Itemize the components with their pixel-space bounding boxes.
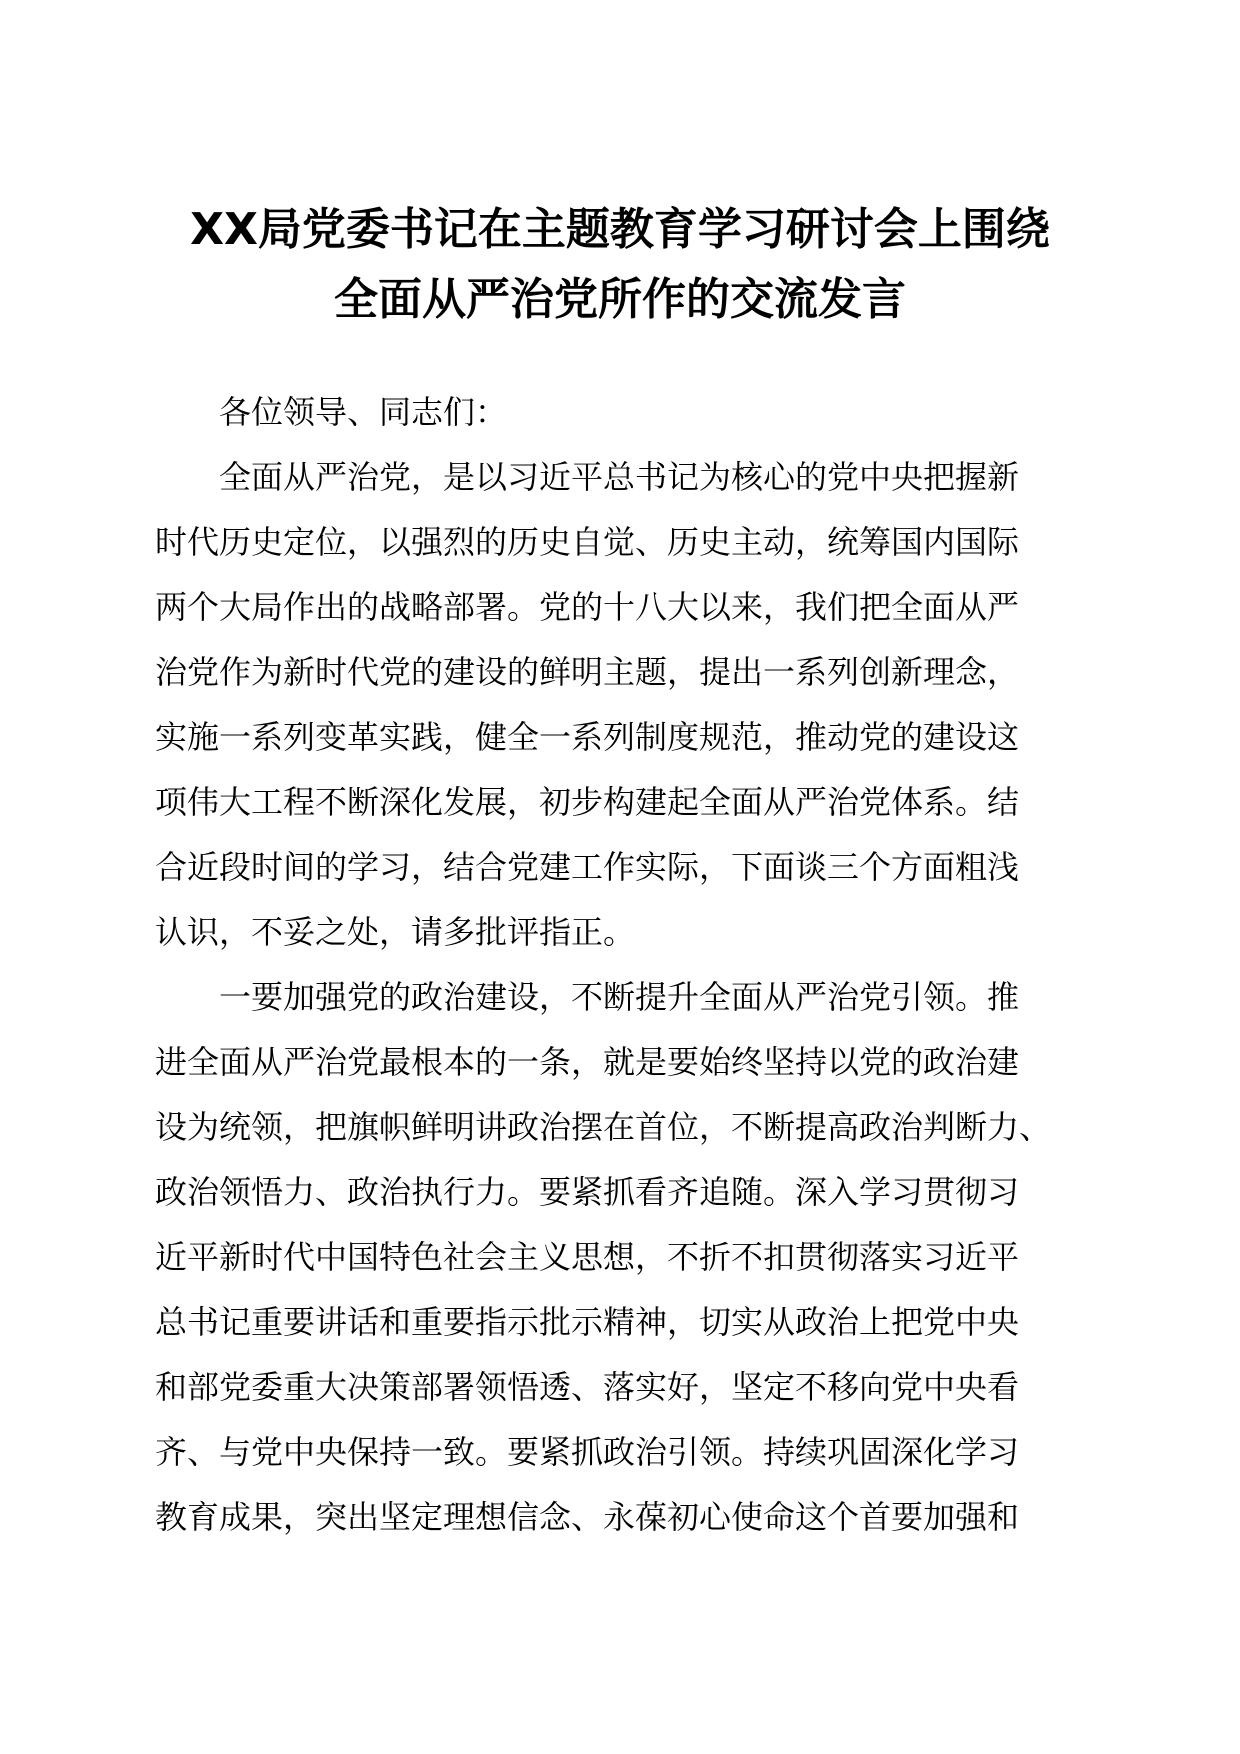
paragraph-1-line: 实施一系列变革实践，健全一系列制度规范，推动党的建设这 — [155, 718, 1020, 756]
title-line-2: 全面从严治党所作的交流发言 — [334, 274, 906, 325]
paragraph-1-line: 治党作为新时代党的建设的鲜明主题，提出一系列创新理念， — [155, 653, 1020, 691]
paragraph-2-line: 教育成果，突出坚定理想信念、永葆初心使命这个首要加强和 — [155, 1498, 1020, 1536]
paragraph-1-line: 合近段时间的学习，结合党建工作实际，下面谈三个方面粗浅 — [155, 848, 1020, 886]
salutation-line: 各位领导、同志们： — [219, 393, 508, 431]
document-title — [120, 195, 1120, 335]
paragraph-2-line: 一要加强党的政治建设，不断提升全面从严治党引领。推 — [219, 978, 1020, 1016]
paragraph-2-line: 总书记重要讲话和重要指示批示精神，切实从政治上把党中央 — [155, 1303, 1020, 1341]
document-body — [155, 380, 1085, 1550]
paragraph-1 — [155, 445, 1085, 965]
paragraph-2-line: 进全面从严治党最根本的一条，就是要始终坚持以党的政治建 — [155, 1043, 1020, 1081]
paragraph-1-line: 项伟大工程不断深化发展，初步构建起全面从严治党体系。结 — [155, 783, 1020, 821]
paragraph-2-line: 和部党委重大决策部署领悟透、落实好，坚定不移向党中央看 — [155, 1368, 1020, 1406]
paragraph-1-line: 时代历史定位，以强烈的历史自觉、历史主动，统筹国内国际 — [155, 523, 1020, 561]
paragraph-1-line: 全面从严治党，是以习近平总书记为核心的党中央把握新 — [219, 458, 1020, 496]
paragraph-1-line: 认识，不妥之处，请多批评指正。 — [155, 913, 636, 951]
salutation — [155, 380, 1085, 445]
paragraph-2-line: 近平新时代中国特色社会主义思想，不折不扣贯彻落实习近平 — [155, 1238, 1020, 1276]
title-line-1: XX局党委书记在主题教育学习研讨会上围绕 — [190, 204, 1050, 255]
paragraph-2-line: 齐、与党中央保持一致。要紧抓政治引领。持续巩固深化学习 — [155, 1433, 1020, 1471]
paragraph-1-line: 两个大局作出的战略部署。党的十八大以来，我们把全面从严 — [155, 588, 1020, 626]
paragraph-2 — [155, 965, 1085, 1550]
paragraph-2-line: 政治领悟力、政治执行力。要紧抓看齐追随。深入学习贯彻习 — [155, 1173, 1020, 1211]
paragraph-2-line: 设为统领，把旗帜鲜明讲政治摆在首位，不断提高政治判断力、 — [155, 1108, 1052, 1146]
